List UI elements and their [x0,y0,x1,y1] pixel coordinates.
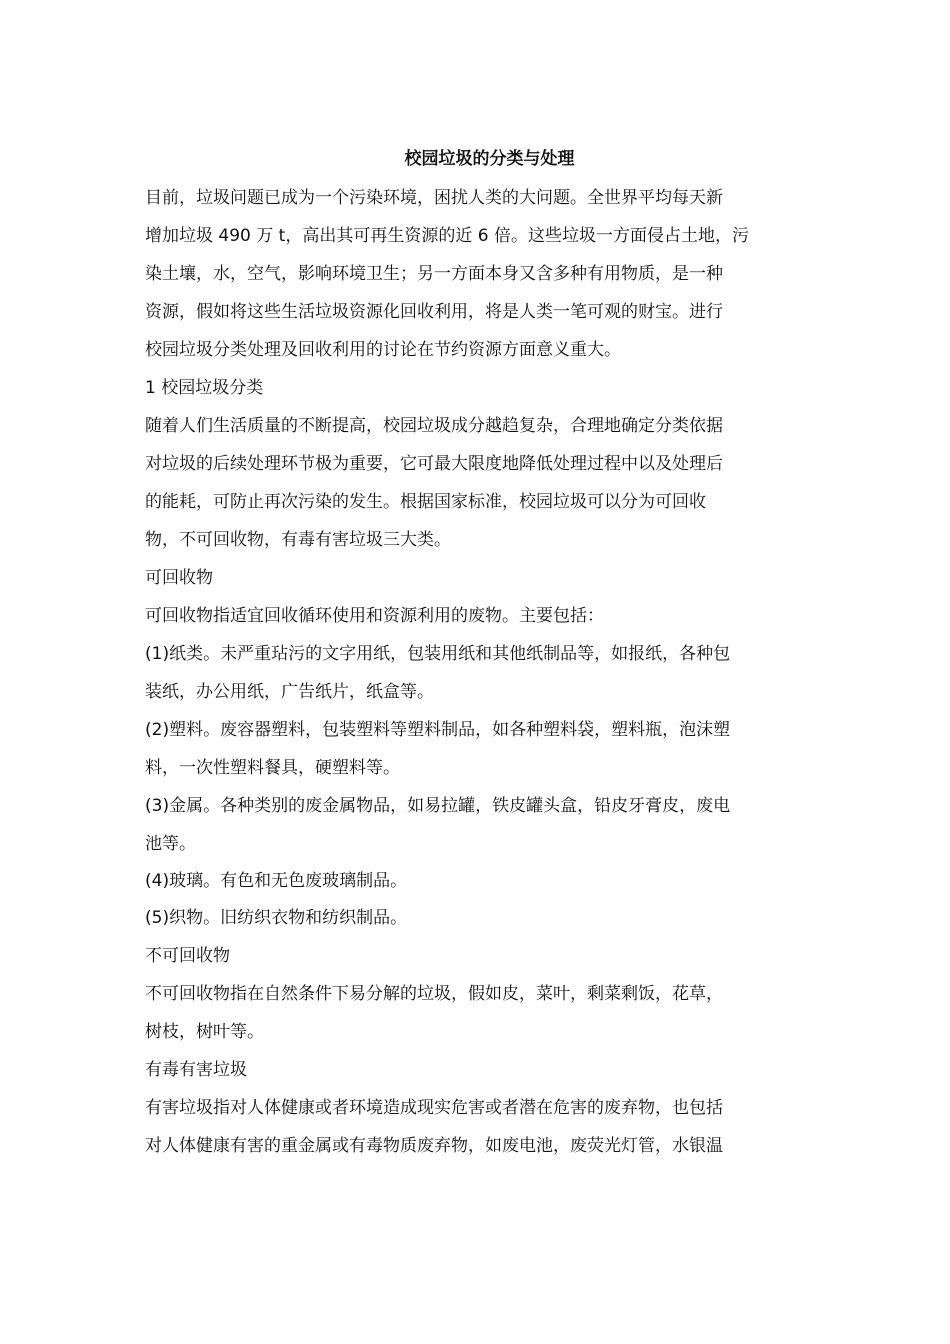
text-line: (3)金属。各种类别的废金属物品，如易拉罐，铁皮罐头盒，铅皮牙膏皮，废电 [145,796,731,816]
text-line: 对垃圾的后续处理环节极为重要，它可最大限度地降低处理过程中以及处理后 [145,454,723,474]
subsection-heading-nonrecyclable: 不可回收物 [145,946,230,966]
text-line: 物，不可回收物，有毒有害垃圾三大类。 [145,530,451,550]
text-line: 染土壤，水，空气，影响环境卫生；另一方面本身又含多种有用物质，是一种 [145,264,723,284]
recyclable-item [145,711,810,787]
intro-paragraph [145,179,810,369]
text-line: 校园垃圾分类处理及回收利用的讨论在节约资源方面意义重大。 [145,340,621,360]
text-line: 池等。 [145,834,196,854]
text-line: 的能耗，可防止再次污染的发生。根据国家标准，校园垃圾可以分为可回收 [145,492,706,512]
text-line: 目前，垃圾问题已成为一个污染环境，困扰人类的大问题。全世界平均每天新 [145,188,723,208]
hazardous-paragraph [145,1089,810,1165]
text-line: (5)织物。旧纺织衣物和纺织制品。 [145,908,408,928]
nonrecyclable-paragraph [145,975,810,1051]
text-line: 资源，假如将这些生活垃圾资源化回收利用，将是人类一笔可观的财宝。进行 [145,302,723,322]
text-line: 树枝，树叶等。 [145,1022,264,1042]
recyclable-item [145,900,810,937]
section1-paragraph [145,407,810,559]
text-line: 装纸，办公用纸，广告纸片，纸盒等。 [145,682,434,702]
document-title: 校园垃圾的分类与处理 [404,149,575,169]
subsection-heading-recyclable: 可回收物 [145,568,213,588]
recyclable-item [145,635,810,711]
text-line: 随着人们生活质量的不断提高，校园垃圾成分越趋复杂，合理地确定分类依据 [145,416,723,436]
subsection-heading-hazardous: 有毒有害垃圾 [145,1060,247,1080]
text-line: 有害垃圾指对人体健康或者环境造成现实危害或者潜在危害的废弃物，也包括 [145,1098,723,1118]
text-line: (1)纸类。未严重玷污的文字用纸，包装用纸和其他纸制品等，如报纸，各种包 [145,644,731,664]
text-line: (2)塑料。废容器塑料，包装塑料等塑料制品，如各种塑料袋，塑料瓶，泡沫塑 [145,720,731,740]
recyclable-item [145,863,810,900]
text-line: 料，一次性塑料餐具，硬塑料等。 [145,758,400,778]
recyclable-item [145,787,810,863]
text-line: (4)玻璃。有色和无色废玻璃制品。 [145,871,408,891]
text-line: 可回收物指适宜回收循环使用和资源利用的废物。主要包括： [145,606,604,626]
text-line: 对人体健康有害的重金属或有毒物质废弃物，如废电池，废荧光灯管，水银温 [145,1136,723,1156]
section-heading: 1 校园垃圾分类 [145,378,264,398]
recyclable-intro [145,597,810,635]
text-line: 不可回收物指在自然条件下易分解的垃圾，假如皮，菜叶，剩菜剩饭，花草， [145,984,723,1004]
text-line: 增加垃圾 490 万 t，高出其可再生资源的近 6 倍。这些垃圾一方面侵占土地，污 [145,226,749,246]
document-body [145,146,810,1165]
